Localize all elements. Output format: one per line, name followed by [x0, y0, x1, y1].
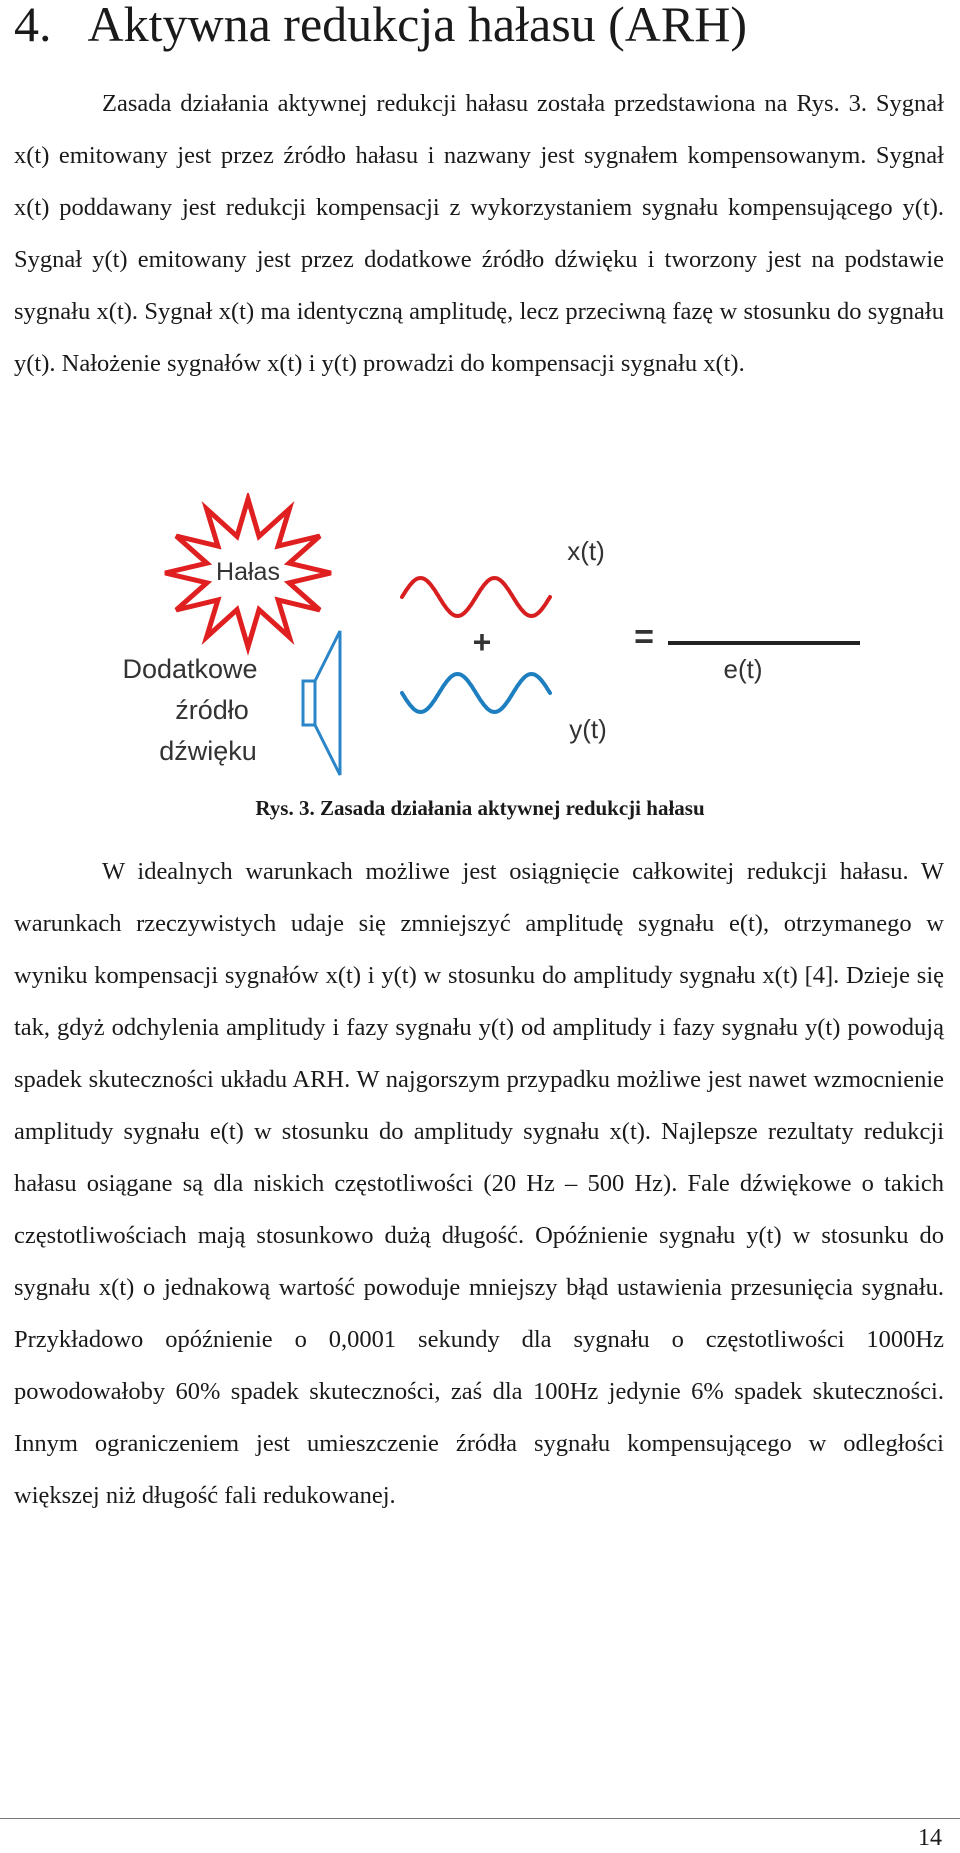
source-label-line-1: Dodatkowe [122, 654, 258, 684]
result-label: e(t) [723, 654, 763, 684]
footer-divider [0, 1818, 960, 1819]
figure-caption: Rys. 3. Zasada działania aktywnej redukcji hałasu [255, 796, 705, 820]
figure-anc-principle [118, 493, 878, 778]
paragraph-conditions [14, 846, 944, 1522]
paragraph-conditions-text: W idealnych warunkach możliwe jest osiągnięcie całkowitej redukcji hałasu. W warunkach rzeczywistych udaje się zmniejszyć amplitudę sygnału e(t), otrzymanego w wyniku kompensacji sygnałów x(t) i y(t) w stosunku do amplitudy sygnału x(t) [4]. Dzieje się tak, gdyż odchylenia amplitudy i fazy sygnału y(t) od amplitudy i fazy sygnału y(t) powodują spadek skuteczności układu ARH. W najgorszym przypadku możliwe jest nawet wzmocnienie amplitudy sygnału e(t) w stosunku do amplitudy sygnału x(t). Najlepsze rezultaty redukcji hałasu osiągane są dla niskich częstotliwości (20 Hz – 500 Hz). Fale dźwiękowe o takich częstotliwościach mają stosunkowo dużą długość. Opóźnienie sygnału y(t) w stosunku do sygnału x(t) o jednakową wartość powoduje mniejszy błąd ustawienia przesunięcia sygnału. Przykładowo opóźnienie o 0,0001 sekundy dla sygnału o częstotliwości 1000Hz powodowałoby 60% spadek skuteczności, zaś dla 100Hz jedynie 6% spadek skuteczności. Innym ograniczeniem jest umieszczenie źródła sygnału kompensującego w odległości większej niż długość fali redukowanej. [14, 858, 944, 1509]
noise-label: Hałas [216, 558, 280, 586]
section-title: Aktywna redukcja hałasu (ARH) [87, 0, 748, 52]
equals-sign: = [634, 618, 654, 656]
signal-y-label: y(t) [569, 714, 607, 744]
source-label-line-3: dźwięku [159, 736, 257, 766]
paragraph-intro-text: Zasada działania aktywnej redukcji hałasu została przedstawiona na Rys. 3. Sygnał x(t) emitowany jest przez źródło hałasu i nazwany jest sygnałem kompensowanym. Sygnał x(t) poddawany jest redukcji kompensacji z wykorzystaniem sygnału kompensującego y(t). Sygnał y(t) emitowany jest przez dodatkowe źródło dźwięku i tworzony jest na podstawie sygnału x(t). Sygnał x(t) ma identyczną amplitudę, lecz przeciwną fazę w stosunku do sygnału y(t). Nałożenie sygnałów x(t) i y(t) prowadzi do kompensacji sygnału x(t). [14, 90, 944, 377]
figure-diagram [118, 493, 878, 778]
section-number: 4. [14, 0, 52, 52]
signal-y-wave [402, 674, 550, 712]
section-heading [14, 0, 747, 56]
speaker-icon [303, 631, 340, 775]
signal-x-label: x(t) [567, 536, 605, 566]
page-number: 14 [918, 1825, 942, 1851]
signal-x-wave [402, 578, 550, 616]
source-label-line-2: źródło [175, 695, 249, 725]
paragraph-intro [14, 78, 944, 390]
plus-sign: + [472, 624, 492, 660]
